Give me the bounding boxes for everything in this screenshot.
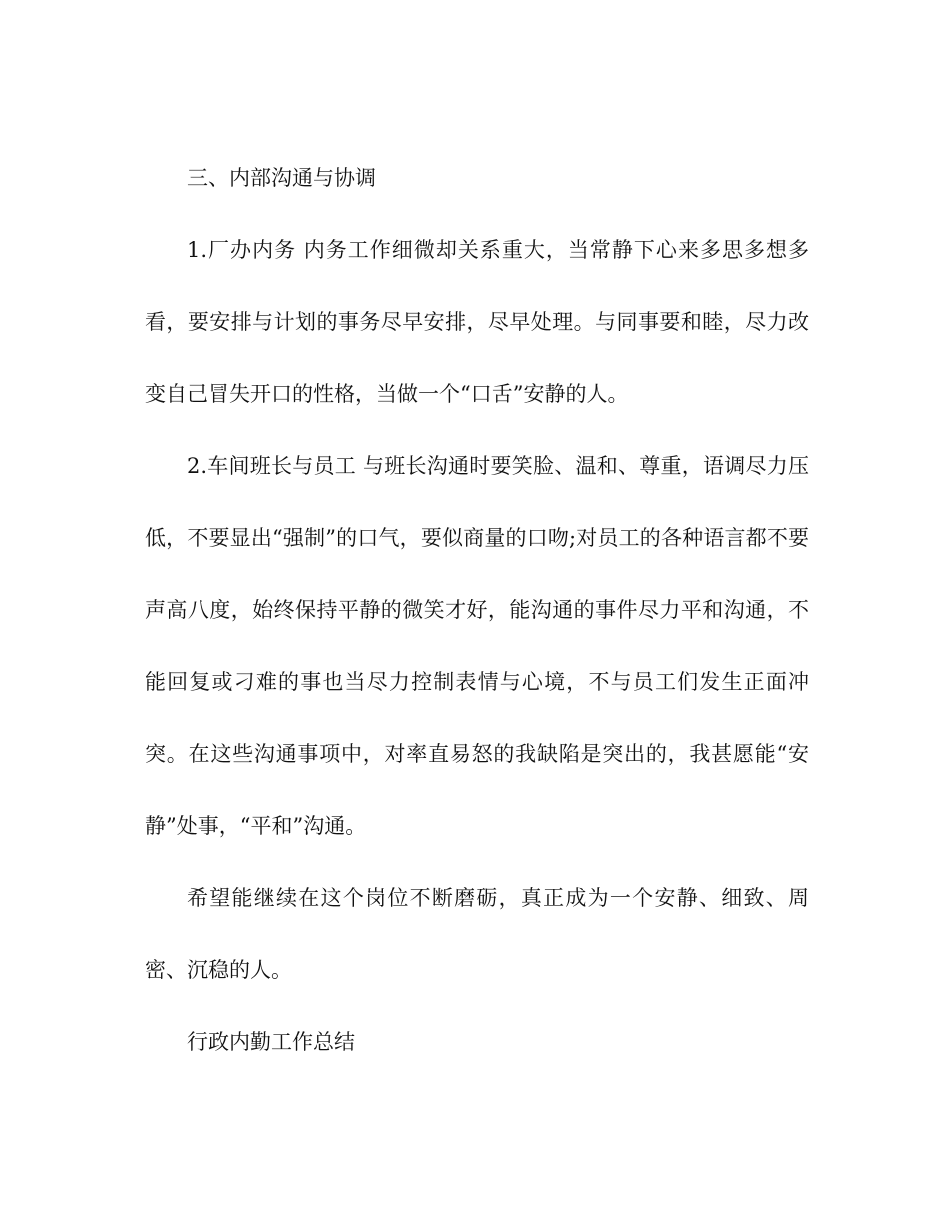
next-section-title: 行政内勤工作总结: [187, 1030, 355, 1054]
section-heading: 三、内部沟通与协调: [187, 166, 376, 190]
paragraph-office-affairs: 1.厂办内务 内务工作细微却关系重大，当常静下心来多思多想多看，要安排与计划的事务尽早安排，尽早处理。与同事要和睦，尽力改变自己冒失开口的性格，当做一个“口舌”安静的人。: [145, 238, 809, 406]
paragraph-closing-wish: 希望能继续在这个岗位不断磨砺，真正成为一个安静、细致、周密、沉稳的人。: [145, 886, 809, 982]
document-body: [145, 142, 809, 1078]
paragraph-workshop-communication: 2.车间班长与员工 与班长沟通时要笑脸、温和、尊重，语调尽力压低，不要显出“强制”的口气，要似商量的口吻;对员工的各种语言都不要声高八度，始终保持平静的微笑才好，能沟通的事件尽力平和沟通，不能回复或刁难的事也当尽力控制表情与心境，不与员工们发生正面冲突。在这些沟通事项中，对率直易怒的我缺陷是突出的，我甚愿能“安静”处事，“平和”沟通。: [145, 454, 809, 838]
